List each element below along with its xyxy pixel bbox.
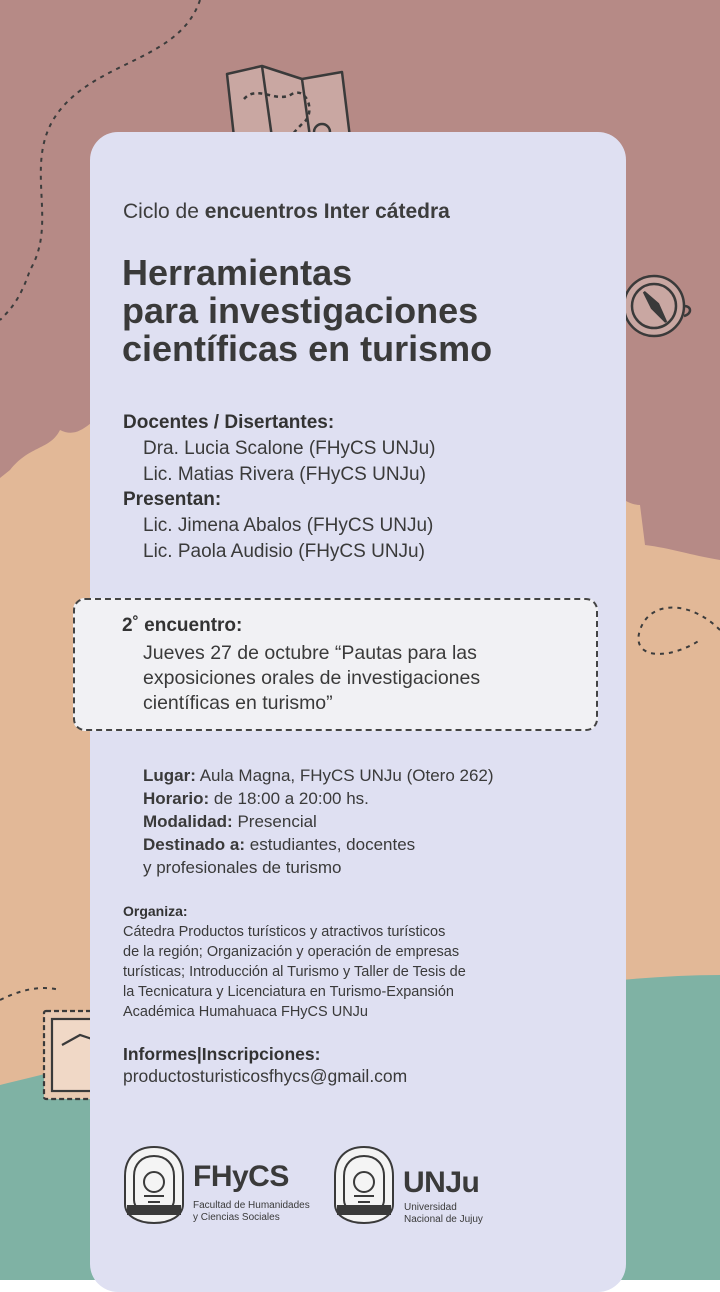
destinado-row: Destinado a: estudiantes, docentes xyxy=(143,835,416,854)
horario-row: Horario: de 18:00 a 20:00 hs. xyxy=(143,789,369,808)
destinado-row-2: y profesionales de turismo xyxy=(143,858,342,877)
encuentro-line: Jueves 27 de octubre “Pautas para las xyxy=(143,642,477,664)
organiza-line: Académica Humahuaca FHyCS UNJu xyxy=(123,1004,368,1020)
presentan-heading: Presentan: xyxy=(123,489,222,510)
organiza-heading: Organiza: xyxy=(123,903,188,919)
title-line: científicas en turismo xyxy=(122,328,493,369)
docente-item: Dra. Lucia Scalone (FHyCS UNJu) xyxy=(143,438,436,459)
title-line: para investigaciones xyxy=(122,290,479,331)
organiza-line: turísticas; Introducción al Turismo y Taller de Tesis de xyxy=(123,964,466,980)
title-line: Herramientas xyxy=(122,252,353,293)
organiza-line: Cátedra Productos turísticos y atractivos turísticos xyxy=(123,924,446,940)
organiza-line: la Tecnicatura y Licenciatura en Turismo-Expansión xyxy=(123,984,454,1000)
presenter-item: Lic. Jimena Abalos (FHyCS UNJu) xyxy=(143,515,434,536)
organiza-text xyxy=(123,922,563,1022)
fhycs-logo-subtitle: Facultad de Humanidades y Ciencias Sociales xyxy=(193,1200,310,1223)
compass-icon xyxy=(622,262,692,344)
unju-seal-icon xyxy=(332,1144,396,1226)
page-title xyxy=(122,254,602,368)
unju-logo-subtitle: Universidad Nacional de Jujuy xyxy=(404,1202,483,1225)
unju-logo-name: UNJu xyxy=(403,1166,480,1199)
series-kicker: Ciclo de encuentros Inter cátedra xyxy=(123,200,450,223)
encuentro-heading: 2˚ encuentro: xyxy=(122,615,243,636)
organiza-line: de la región; Organización y operación de empresas xyxy=(123,944,460,960)
fhycs-logo-name: FHyCS xyxy=(193,1160,289,1193)
docente-item: Lic. Matias Rivera (FHyCS UNJu) xyxy=(143,464,426,485)
contact-email[interactable]: productosturisticosfhycs@gmail.com xyxy=(123,1066,408,1086)
modalidad-row: Modalidad: Presencial xyxy=(143,812,317,831)
encuentro-description xyxy=(143,641,583,716)
presenter-item: Lic. Paola Audisio (FHyCS UNJu) xyxy=(143,541,425,562)
informes-heading: Informes|Inscripciones: xyxy=(123,1044,321,1064)
docentes-heading: Docentes / Disertantes: xyxy=(123,412,335,433)
encuentro-line: científicas en turismo” xyxy=(143,692,333,714)
lugar-row: Lugar: Aula Magna, FHyCS UNJu (Otero 262) xyxy=(143,766,494,785)
fhycs-seal-icon xyxy=(122,1144,186,1226)
encuentro-line: exposiciones orales de investigaciones xyxy=(143,667,481,689)
